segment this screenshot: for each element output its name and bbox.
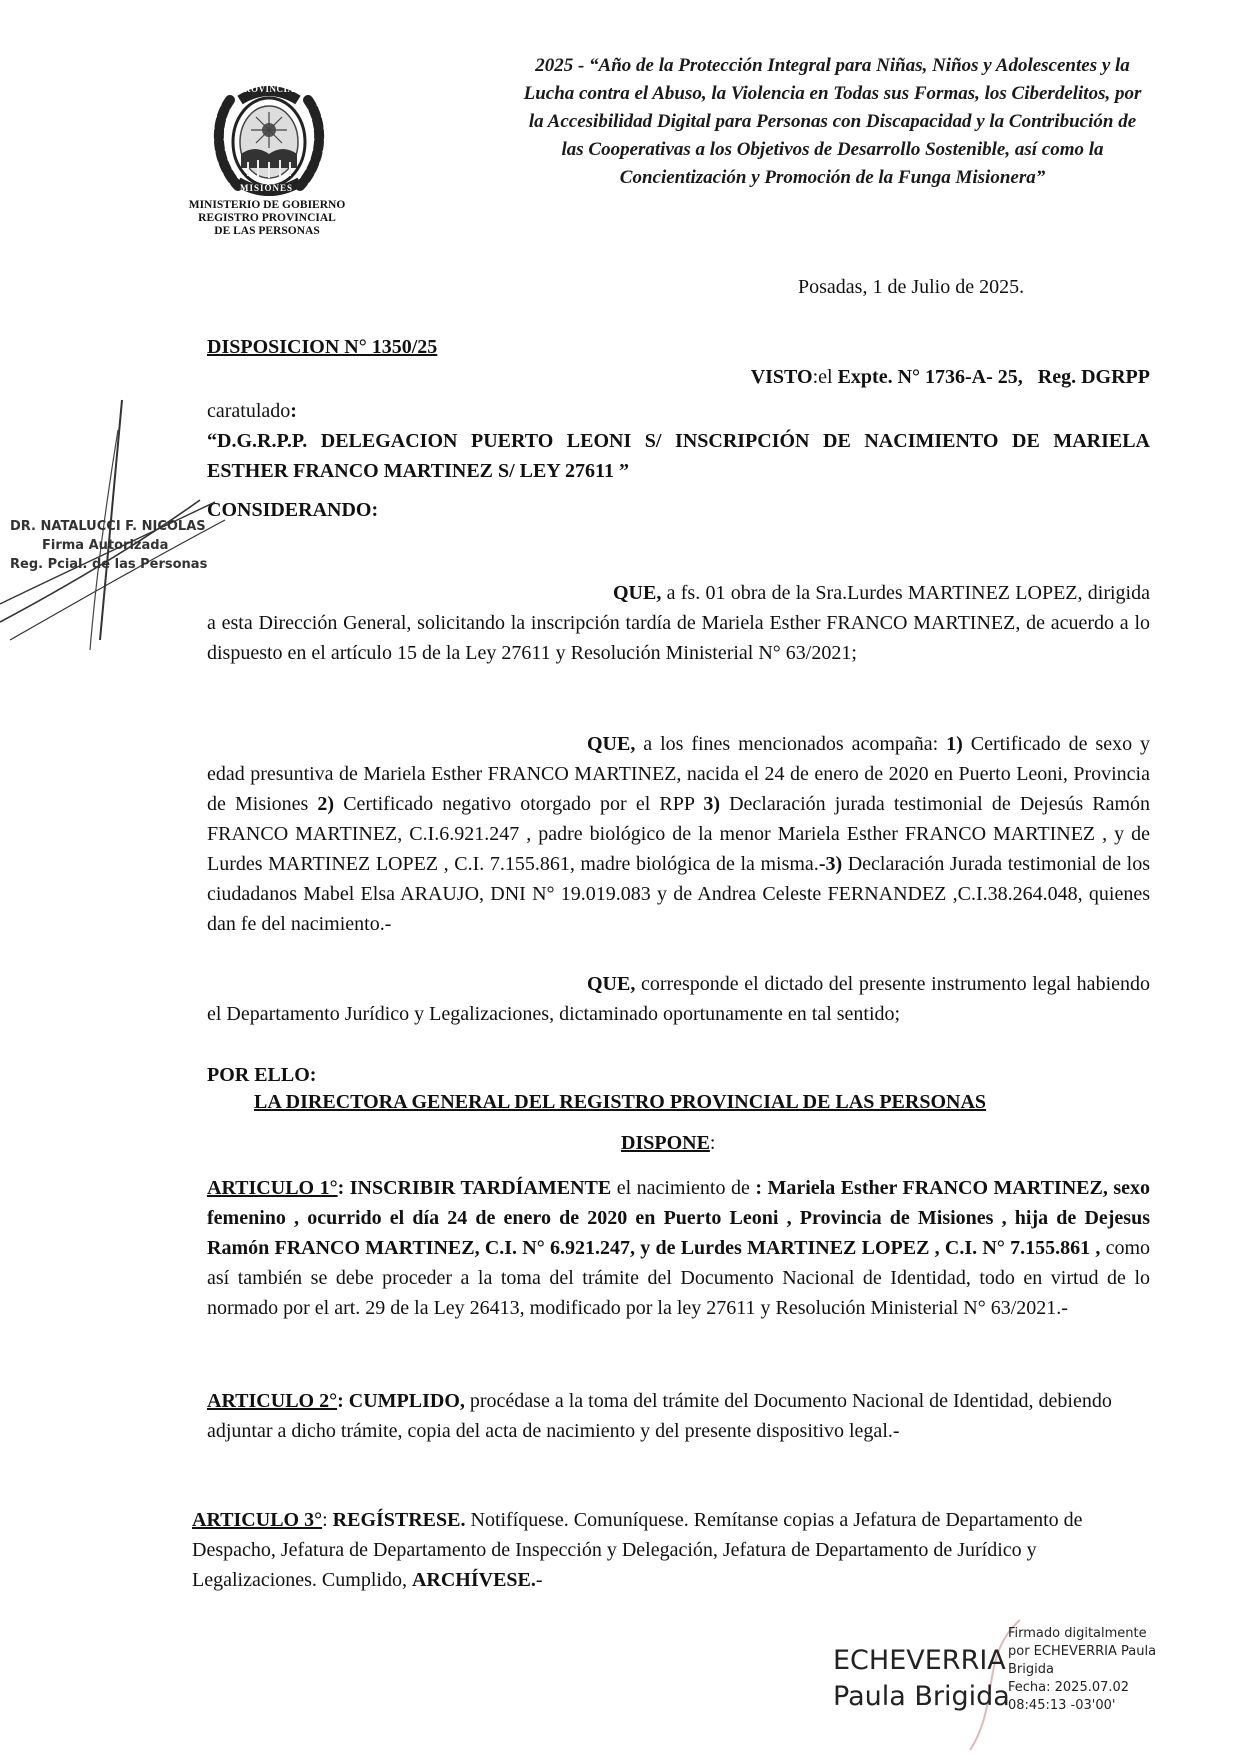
que2-text-b: Certificado de sexo y edad presuntiva de Mariela Esther FRANCO MARTINEZ, nacida el 24 de enero de 2020 en Puerto Leoni, Provincia de Misiones	[207, 733, 1151, 815]
disposition-title: DISPOSICION N° 1350/25	[207, 336, 438, 358]
article-3-action: REGÍSTRESE.	[332, 1509, 466, 1531]
que2-text-e: Declaración Jurada testimonial de los ciudadanos Mabel Elsa ARAUJO, DNI N° 19.019.083 y de Andrea Celeste FERNANDEZ ,C.I.38.264.048, quienes dan fe del nacimiento.-	[207, 853, 1150, 935]
caption-block	[207, 396, 1150, 486]
que2-number-2: 2)	[317, 793, 335, 815]
article-3-archivese: ARCHÍVESE.	[411, 1569, 536, 1591]
digital-signature-details	[1008, 1625, 1156, 1715]
authorization-stamp	[10, 517, 207, 574]
document-date: Posadas, 1 de Julio de 2025.	[798, 276, 1025, 298]
motto-line: las Cooperativas a los Objetivos de Desarrollo Sostenible, así como la	[561, 139, 1104, 160]
article-2-action: CUMPLIDO,	[348, 1390, 465, 1412]
motto-line: 2025 - “Año de la Protección Integral para Niñas, Niños y Adolescentes y la	[535, 55, 1130, 76]
article-3-end: -	[535, 1569, 543, 1591]
signature-detail-line: Firmado digitalmente	[1008, 1626, 1147, 1641]
que2-number-1: 1)	[946, 733, 963, 755]
que-label: QUE,	[587, 973, 636, 995]
que2-text-a: a los fines mencionados acompaña:	[635, 733, 947, 755]
caratulado-colon: :	[290, 400, 297, 422]
crest-bottom-text: MISIONES	[240, 183, 294, 193]
motto-line: la Accesibilidad Digital para Personas con Discapacidad y la Contribución de	[528, 111, 1137, 132]
article-1-action: INSCRIBIR TARDÍAMENTE	[349, 1177, 612, 1199]
motto-line: Lucha contra el Abuso, la Violencia en Todas sus Formas, los Ciberdelitos, por	[523, 83, 1142, 104]
que2-text-d: Declaración jurada testimonial de Dejesús Ramón FRANCO MARTINEZ, C.I.6.921.247 , padre biológico de la menor Mariela Esther FRANCO MARTINEZ , y de Lurdes MARTINEZ LOPEZ , C.I. 7.155.861, madre biológica de la misma.	[207, 793, 1151, 875]
article-2-colon: :	[337, 1390, 349, 1412]
article-3-label: ARTICULO 3°	[192, 1509, 323, 1531]
article-2	[207, 1386, 1150, 1446]
signer-given-names: Paula Brigida	[833, 1681, 1010, 1712]
article-3-text: Notifíquese. Comuníquese. Remítanse copias a Jefatura de Departamento de Despacho, Jefatura de Departamento de Inspección y Delegación, Jefatura de Departamento de Jurídico y Legalizaciones. Cumplido,	[192, 1509, 1083, 1591]
article-1-text-b: como así también se debe proceder a la toma del trámite del Documento Nacional de Identidad, todo en virtud de lo normado por el art. 29 de la Ley 26413, modificado por la ley 27611 y Resolución Ministerial N° 63/2021.-	[207, 1237, 1151, 1319]
dispone-label: DISPONE	[621, 1132, 710, 1154]
header-motto	[480, 52, 1185, 192]
signature-detail-line: 08:45:13 -03'00'	[1008, 1698, 1116, 1713]
ministry-line: DE LAS PERSONAS	[214, 225, 320, 237]
ministry-line: MINISTERIO DE GOBIERNO	[188, 199, 346, 211]
digital-signature-name	[833, 1643, 1010, 1715]
visto-text: :el	[812, 366, 838, 388]
signature-detail-line: por ECHEVERRIA Paula	[1008, 1644, 1157, 1659]
article-1-details: : Mariela Esther FRANCO MARTINEZ, sexo femenino , ocurrido el día 24 de enero de 2020 en Puerto Leoni , Provincia de Misiones , hija de Dejesus Ramón FRANCO MARTINEZ, C.I. N° 6.921.247, y de Lurdes MARTINEZ LOPEZ , C.I. N° 7.155.861 ,	[207, 1177, 1150, 1259]
que-label: QUE,	[587, 733, 636, 755]
expediente-caption: “D.G.R.P.P. DELEGACION PUERTO LEONI S/ INSCRIPCIÓN DE NACIMIENTO DE MARIELA ESTHER FRANCO MARTINEZ S/ LEY 27611 ”	[207, 430, 1150, 482]
signature-detail-line: Brigida	[1008, 1662, 1054, 1677]
article-1-colon: :	[337, 1177, 350, 1199]
article-2-text: procédase a la toma del trámite del Documento Nacional de Identidad, debiendo adjuntar a dicho trámite, copia del acta de nacimiento y del presente dispositivo legal.-	[207, 1390, 1112, 1442]
dispone-colon: :	[709, 1132, 716, 1154]
caratulado-label: caratulado	[207, 400, 291, 422]
article-3	[192, 1505, 1150, 1595]
visto-label: VISTO	[750, 366, 813, 388]
signer-surname: ECHEVERRIA	[833, 1645, 1006, 1676]
que2-text-c: Certificado negativo otorgado por el RPP	[334, 793, 704, 815]
ministry-block	[182, 199, 352, 238]
article-1	[207, 1173, 1150, 1323]
por-ello-heading: POR ELLO:	[207, 1064, 317, 1086]
authority-heading: LA DIRECTORA GENERAL DEL REGISTRO PROVINCIAL DE LAS PERSONAS	[254, 1091, 987, 1113]
article-1-label: ARTICULO 1°	[207, 1177, 338, 1199]
stamp-line: Firma Autorizada	[42, 538, 169, 553]
motto-line: Concientización y Promoción de la Funga Misionera”	[619, 167, 1046, 188]
que1-text: a fs. 01 obra de la Sra.Lurdes MARTINEZ LOPEZ, dirigida a esta Dirección General, solicitando la inscripción tardía de Mariela Esther FRANCO MARTINEZ, de acuerdo a lo dispuesto en el artículo 15 de la Ley 27611 y Resolución Ministerial N° 63/2021;	[207, 582, 1150, 664]
crest-top-text: PROVINCIA DE	[238, 84, 311, 94]
dispone-heading	[621, 1132, 715, 1155]
visto-expte: Expte. N° 1736-A- 25,	[837, 366, 1023, 388]
considerando-paragraph-1	[207, 578, 1150, 668]
article-2-label: ARTICULO 2°	[207, 1390, 338, 1412]
ministry-line: REGISTRO PROVINCIAL	[198, 212, 336, 224]
considerando-paragraph-3	[207, 969, 1150, 1029]
article-1-text-a: el nacimiento de	[611, 1177, 756, 1199]
visto-line	[751, 366, 1150, 389]
considerando-paragraph-2	[207, 729, 1150, 939]
que2-number-3: 3)	[703, 793, 720, 815]
considerando-heading: CONSIDERANDO:	[207, 499, 379, 521]
article-3-colon: :	[322, 1509, 333, 1531]
visto-reg: Reg. DGRPP	[1037, 366, 1150, 388]
signature-detail-line: Fecha: 2025.07.02	[1008, 1680, 1130, 1695]
stamp-line: Reg. Pcial. de las Personas	[10, 557, 208, 572]
que3-text: corresponde el dictado del presente instrumento legal habiendo el Departamento Jurídico y Legalizaciones, dictaminado oportunamente en tal sentido;	[207, 973, 1150, 1025]
stamp-line: DR. NATALUCCI F. NICOLAS	[10, 519, 206, 534]
que-label: QUE,	[613, 582, 662, 604]
que2-number-4: -3)	[818, 853, 843, 875]
